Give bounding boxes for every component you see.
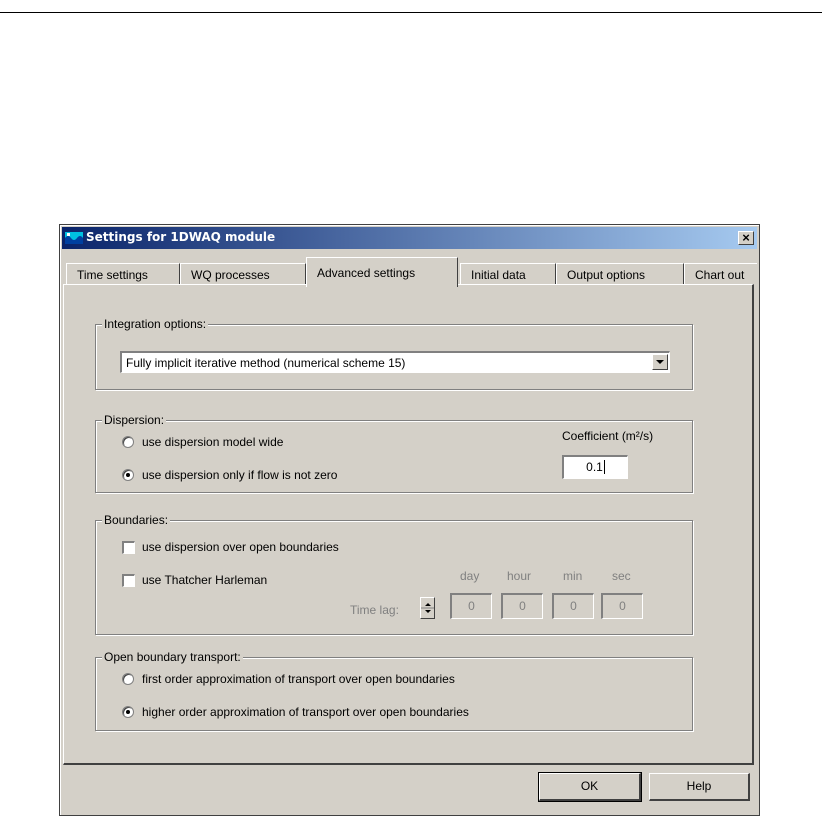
tab-label: Initial data — [471, 268, 526, 282]
title-bar[interactable] — [62, 227, 757, 249]
radio-first-order[interactable] — [122, 673, 134, 685]
app-icon — [65, 232, 83, 244]
group-legend: Open boundary transport: — [104, 650, 241, 664]
dropdown-button[interactable] — [652, 354, 668, 370]
tab-time-settings[interactable] — [66, 263, 180, 285]
input-value: 0 — [619, 599, 626, 613]
radio-label[interactable]: use dispersion only if flow is not zero — [142, 468, 338, 482]
tab-label: Chart out — [695, 268, 745, 282]
button-label: OK — [580, 779, 599, 793]
checkbox-label[interactable]: use dispersion over open boundaries — [142, 540, 339, 554]
radio-higher-order[interactable] — [122, 706, 134, 718]
coefficient-input[interactable] — [562, 455, 628, 479]
settings-dialog — [59, 224, 760, 816]
dispersion-group — [95, 413, 693, 493]
group-legend: Boundaries: — [104, 513, 169, 527]
radio-dispersion-model-wide[interactable] — [122, 436, 134, 448]
advanced-settings-panel — [63, 284, 754, 765]
tab-wq-processes[interactable] — [180, 263, 306, 285]
open-boundary-transport-group — [95, 650, 693, 731]
tab-output-options[interactable] — [556, 263, 684, 285]
top-divider-line — [0, 12, 822, 13]
input-value: 0.1 — [586, 460, 603, 474]
close-button[interactable] — [738, 231, 754, 245]
radio-label[interactable]: first order approximation of transport over open boundaries — [142, 672, 455, 686]
time-lag-min-input[interactable] — [552, 593, 594, 619]
input-value: 0 — [519, 599, 526, 613]
input-value: 0 — [468, 599, 475, 613]
unit-day-label: day — [460, 569, 480, 583]
chevron-down-icon — [653, 355, 667, 369]
tab-initial-data[interactable] — [460, 263, 556, 285]
integration-method-select[interactable] — [120, 351, 670, 373]
time-lag-label: Time lag: — [350, 603, 399, 617]
group-legend: Integration options: — [104, 317, 207, 331]
time-lag-spinner[interactable] — [420, 597, 435, 619]
coefficient-label: Coefficient (m²/s) — [562, 429, 654, 443]
time-lag-sec-input[interactable] — [601, 593, 643, 619]
radio-label[interactable]: higher order approximation of transport over open boundaries — [142, 705, 469, 719]
tab-strip — [62, 257, 757, 285]
unit-hour-label: hour — [507, 569, 532, 583]
selected-value: Fully implicit iterative method (numerical scheme 15) — [126, 356, 406, 370]
close-icon: × — [742, 230, 750, 245]
group-legend: Dispersion: — [104, 413, 165, 427]
tab-label: Output options — [567, 268, 646, 282]
radio-label[interactable]: use dispersion model wide — [142, 435, 284, 449]
boundaries-group — [95, 513, 693, 635]
input-value: 0 — [570, 599, 577, 613]
tab-label: WQ processes — [191, 268, 270, 282]
time-lag-hour-input[interactable] — [501, 593, 543, 619]
tab-label: Time settings — [77, 268, 148, 282]
button-label: Help — [686, 779, 712, 793]
radio-selected-dot — [126, 473, 130, 477]
tab-label: Advanced settings — [317, 266, 416, 280]
radio-dispersion-flow-not-zero[interactable] — [122, 469, 134, 481]
help-button[interactable] — [649, 773, 750, 801]
checkbox-dispersion-open-boundaries[interactable] — [122, 541, 135, 554]
tab-advanced-settings[interactable] — [306, 257, 458, 287]
checkbox-label[interactable]: use Thatcher Harleman — [142, 573, 268, 587]
time-lag-day-input[interactable] — [450, 593, 492, 619]
spin-arrows-icon — [421, 598, 434, 618]
ok-button[interactable] — [539, 773, 641, 801]
checkbox-thatcher-harleman[interactable] — [122, 574, 135, 587]
window-title: Settings for 1DWAQ module — [86, 230, 276, 244]
radio-selected-dot — [126, 710, 130, 714]
unit-min-label: min — [563, 569, 583, 583]
integration-options-group — [95, 317, 693, 390]
tab-chart-output[interactable] — [684, 263, 757, 285]
unit-sec-label: sec — [612, 569, 631, 583]
